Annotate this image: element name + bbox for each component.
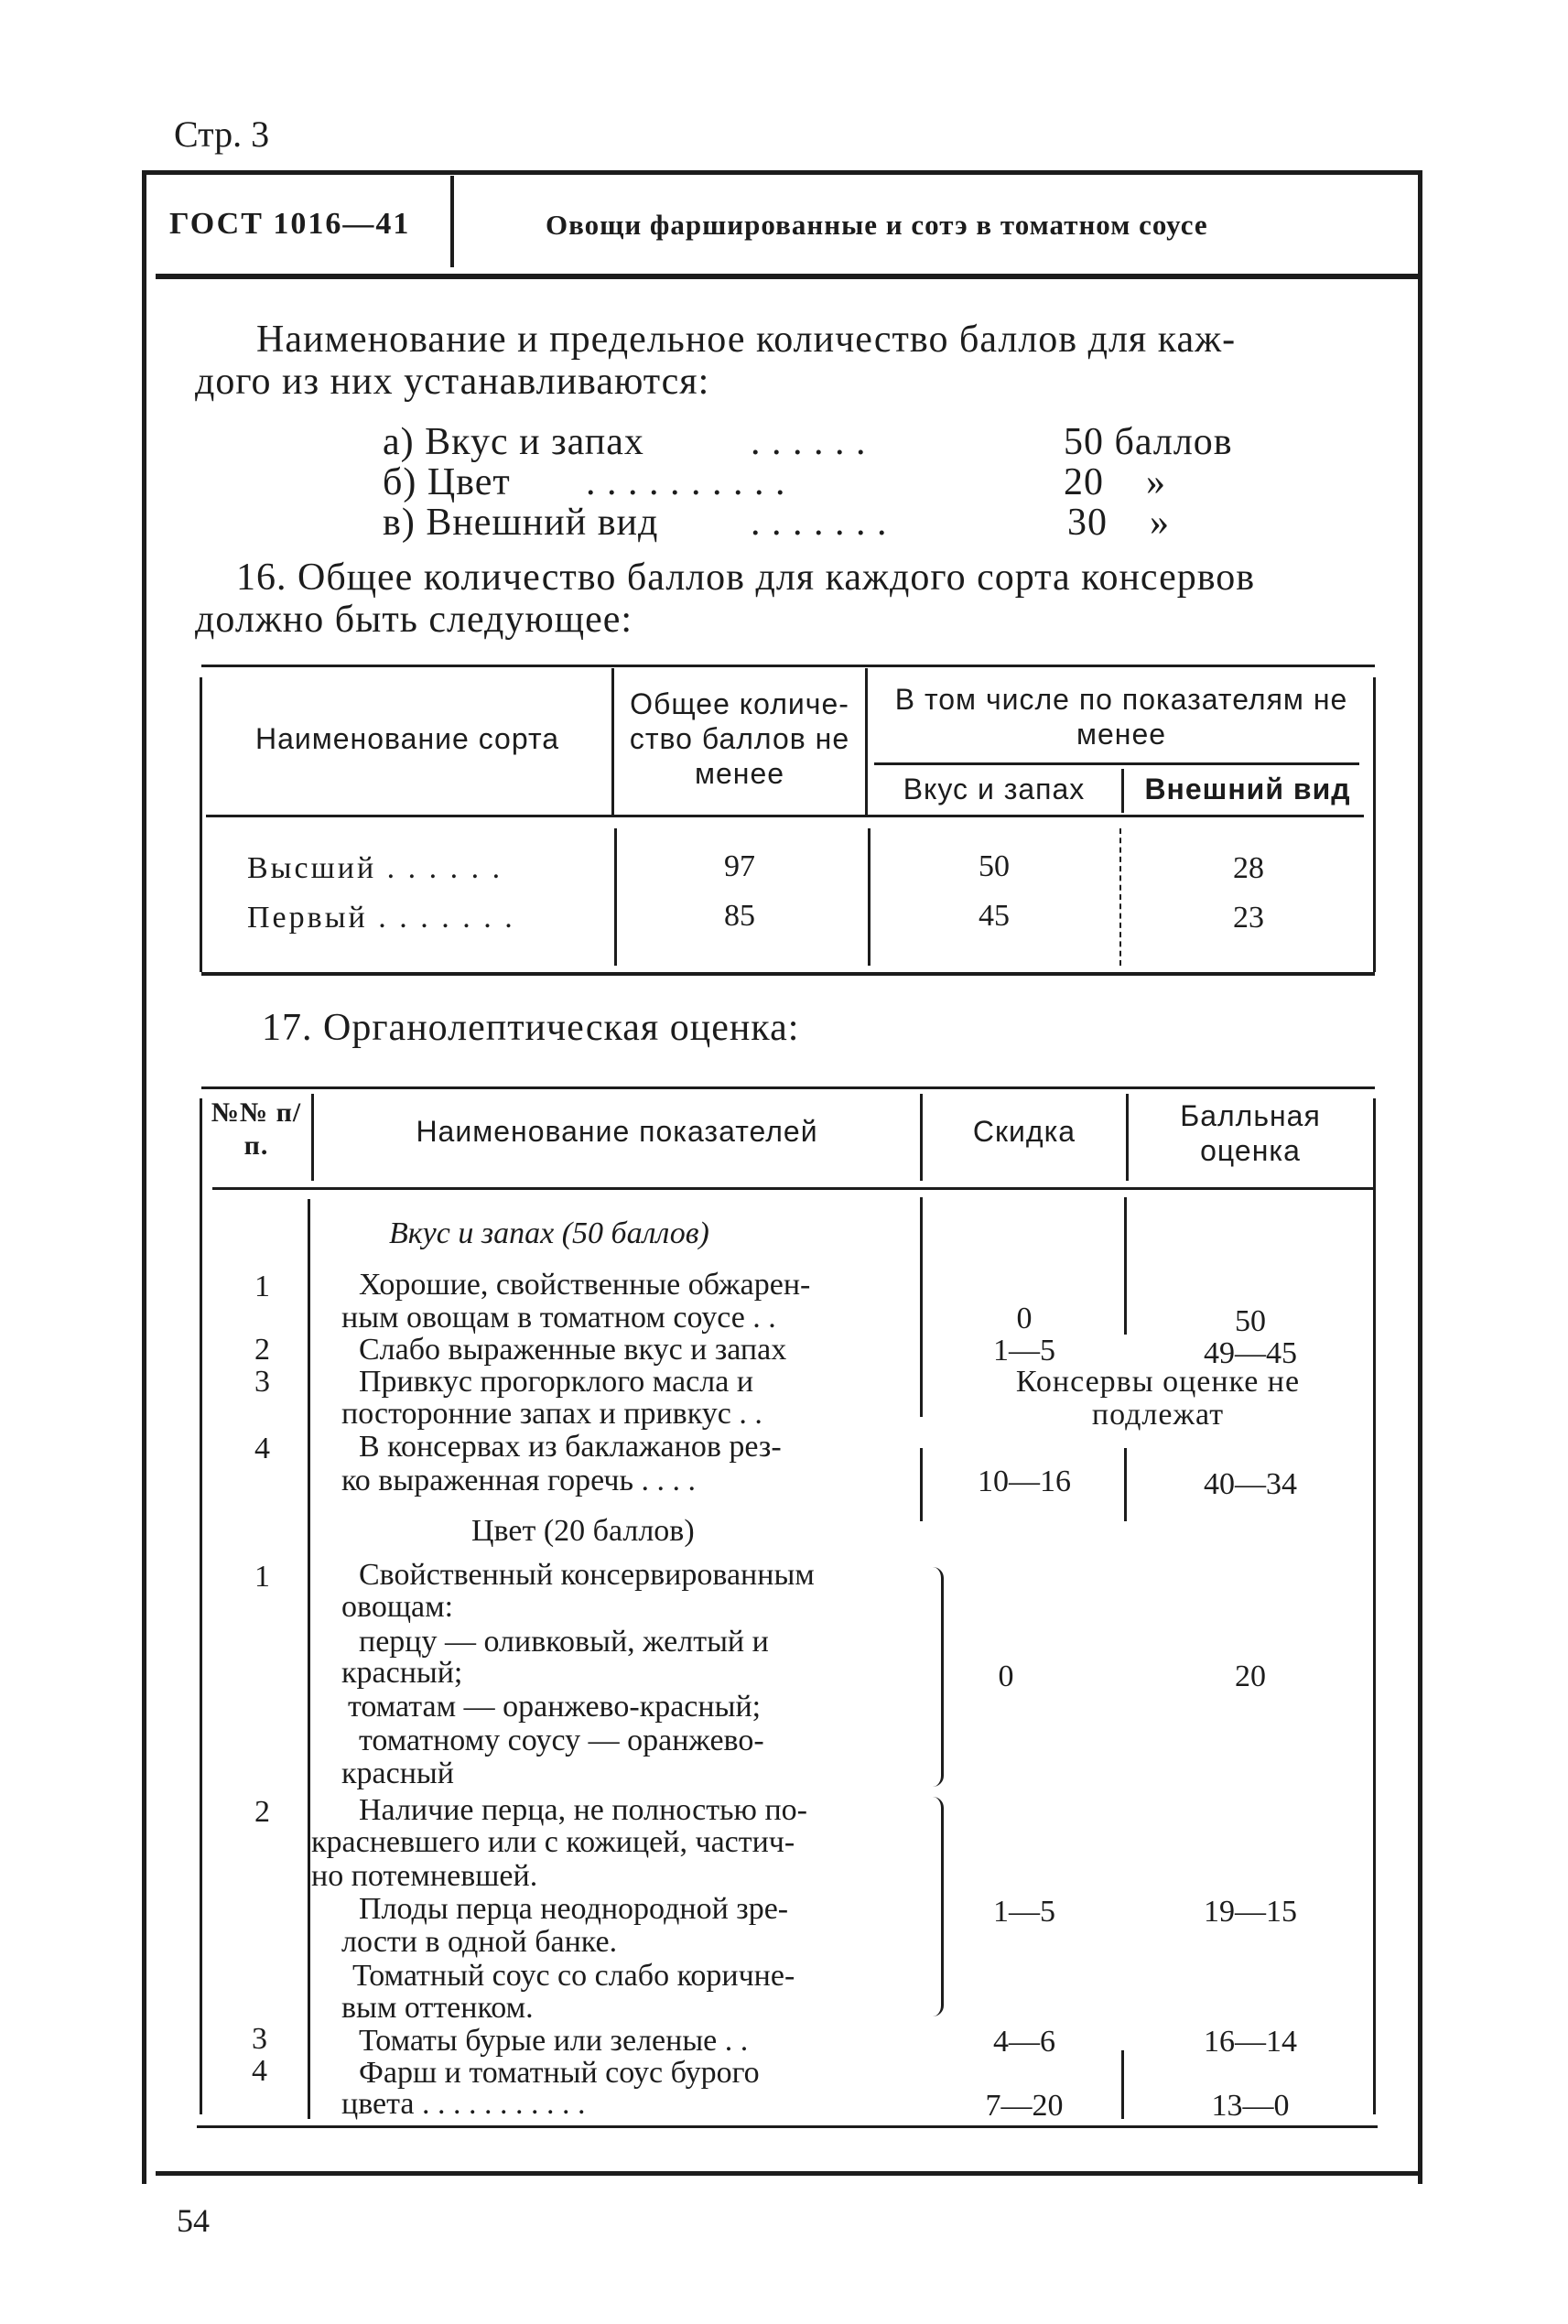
grades-header-taste: Вкус и запах — [903, 773, 1086, 805]
grades-header-appearance: Внешний вид — [1144, 773, 1351, 805]
row-text-line: томатам — оранжево-красный; — [348, 1690, 762, 1724]
organoleptic-col-divider-1 — [311, 1094, 314, 1181]
criterion-taste-value: 50 баллов — [1064, 421, 1233, 463]
organoleptic-header-rule — [212, 1187, 1375, 1190]
row-text-line: Наличие перца, не полностью по- — [359, 1793, 807, 1827]
row-num: 1 — [254, 1270, 270, 1303]
row-num: 4 — [254, 1432, 270, 1465]
row-score: 16—14 — [1204, 2025, 1297, 2059]
row-text-line: ным овощам в томатном соусе . . — [341, 1301, 776, 1335]
criterion-appearance-value: 30 » — [1067, 502, 1170, 544]
row-text-line: В консервах из баклажанов рез- — [359, 1430, 782, 1464]
grades-header-group: В том числе по показателям не менее — [894, 683, 1348, 751]
intro-line-2: дого из них устанавливаются: — [195, 361, 710, 403]
row-discount: 4—6 — [993, 2025, 1055, 2059]
row-text-line: томатному соусу — оранжево- — [359, 1724, 764, 1757]
page-number: 54 — [177, 2202, 210, 2239]
row-text-line: вым оттенком. — [341, 1991, 534, 2025]
organoleptic-col-divider-2b — [920, 1197, 923, 1417]
section-16-line-2: должно быть следующее: — [195, 599, 633, 641]
row-text-line: красневшего или с кожицей, частич- — [311, 1825, 795, 1859]
group-taste-title: Вкус и запах (50 баллов) — [389, 1216, 709, 1250]
row-text-line: ко выраженная горечь . . . . — [341, 1464, 696, 1497]
grades-table-subheader-rule — [874, 762, 1359, 765]
row-text-line: Фарш и томатный соус бурого — [359, 2056, 760, 2090]
row-discount: 10—16 — [978, 1465, 1071, 1498]
row-text-line: Привкус прогорклого масла и — [359, 1365, 754, 1399]
frame-bottom-rule — [156, 2171, 1422, 2176]
row-discount: 1—5 — [993, 1895, 1055, 1929]
row-discount: 1—5 — [993, 1334, 1055, 1367]
row-text-line: Хорошие, свойственные обжарен- — [359, 1268, 811, 1302]
grades-table-col-divider-3b — [1119, 828, 1123, 966]
row-text-line: Плоды перца неоднородной зре- — [359, 1892, 789, 1926]
row-score: 13—0 — [1211, 2089, 1290, 2123]
organoleptic-col-divider-3b — [1124, 1197, 1127, 1335]
grade-row-name: Первый . . . . . . . — [247, 901, 515, 935]
grade-row-appearance: 23 — [1233, 901, 1264, 935]
organoleptic-header-num: №№ п/п. — [211, 1097, 302, 1161]
grade-row-appearance: 28 — [1233, 851, 1264, 885]
organoleptic-col-divider-2 — [920, 1094, 923, 1181]
row-text-line: Томатный соус со слабо коричне- — [352, 1959, 795, 1993]
grades-table-top-rule — [201, 665, 1375, 667]
organoleptic-col-divider-3 — [1126, 1094, 1129, 1181]
grades-table-col-divider-2 — [865, 668, 868, 815]
row-text-line: посторонние запах и привкус . . — [341, 1397, 762, 1431]
row-text-line: лости в одной банке. — [341, 1925, 618, 1959]
row-score: 49—45 — [1204, 1336, 1297, 1370]
organoleptic-col-divider-2c — [920, 1448, 923, 1521]
organoleptic-col-divider-3c — [1124, 1448, 1127, 1521]
header-top-rule — [142, 170, 1422, 175]
row-text-line: Томаты бурые или зеленые . . — [359, 2024, 749, 2058]
row-score: 40—34 — [1204, 1467, 1297, 1501]
grade-row-total: 85 — [724, 899, 755, 933]
grades-table-right-border — [1373, 677, 1376, 972]
section-16-line-1: 16. Общее количество баллов для каждого сорта консервов — [236, 557, 1256, 599]
organoleptic-header-name: Наименование показателей — [416, 1115, 818, 1148]
row-text-line: но потемневшей. — [311, 1859, 538, 1893]
row-num: 4 — [252, 2054, 267, 2088]
row-text-line: Слабо выраженные вкус и запах — [359, 1333, 787, 1367]
row-text-line: красный — [341, 1757, 454, 1790]
criterion-color-dots: . . . . . . . . . . — [586, 461, 786, 503]
organoleptic-top-rule — [201, 1086, 1375, 1089]
organoleptic-header-score: Балльная оценка — [1180, 1099, 1321, 1167]
row-text-line: овощам: — [341, 1590, 454, 1624]
grades-header-name: Наименование сорта — [254, 722, 560, 755]
group-color-title: Цвет (20 баллов) — [471, 1514, 695, 1548]
row-discount: 0 — [998, 1659, 1014, 1693]
grades-table-header-rule — [206, 815, 1364, 817]
row-num: 3 — [254, 1365, 270, 1399]
organoleptic-header-discount: Скидка — [972, 1115, 1076, 1148]
criterion-appearance-dots: . . . . . . . — [751, 502, 888, 544]
frame-right — [1418, 170, 1422, 2184]
grade-row-total: 97 — [724, 849, 755, 883]
document-title: Овощи фаршированные и сотэ в томатном соусе — [546, 209, 1208, 241]
standard-number: ГОСТ 1016—41 — [169, 207, 411, 241]
row-text-line: красный; — [341, 1656, 463, 1690]
criterion-appearance-label: в) Внешний вид — [383, 502, 659, 544]
row-score: 20 — [1235, 1659, 1266, 1693]
criterion-taste-dots: . . . . . . — [751, 421, 867, 463]
row-score: 50 — [1235, 1304, 1266, 1338]
grades-header-total: Общее количе-ство баллов не менее — [629, 687, 850, 790]
organoleptic-left-border — [200, 1098, 202, 2114]
intro-line-1: Наименование и предельное количество баллов для каж- — [256, 319, 1237, 361]
row-text-line: Свойственный консервированным — [359, 1558, 815, 1592]
row-num: 1 — [254, 1560, 270, 1594]
grades-table-bottom-rule — [201, 972, 1375, 976]
row-num: 2 — [254, 1333, 270, 1367]
row-text-line: перцу — оливковый, желтый и — [359, 1625, 769, 1659]
criterion-taste-label: а) Вкус и запах — [383, 421, 644, 463]
organoleptic-right-border — [1373, 1098, 1376, 2114]
criterion-color-label: б) Цвет — [383, 461, 511, 503]
row-score: 19—15 — [1204, 1895, 1297, 1929]
criterion-color-value: 20 » — [1064, 461, 1166, 503]
section-17-title: 17. Органолептическая оценка: — [262, 1007, 800, 1049]
row-discount: 0 — [1016, 1302, 1033, 1335]
grade-row-name: Высший . . . . . . — [247, 851, 503, 885]
grade-row-taste: 45 — [979, 899, 1010, 933]
row-num: 2 — [254, 1795, 270, 1829]
header-bottom-rule — [156, 274, 1422, 279]
row-text-line: цвета . . . . . . . . . . . — [341, 2087, 586, 2121]
grade-row-taste: 50 — [979, 849, 1010, 883]
grades-table-col-divider-1 — [611, 668, 614, 815]
organoleptic-bottom-rule — [197, 2125, 1378, 2128]
row-not-subject-note: Консервы оценке не подлежат — [1015, 1365, 1301, 1432]
organoleptic-col-divider-1b — [308, 1199, 310, 2119]
page-label: Стр. 3 — [174, 113, 270, 155]
header-divider — [450, 176, 454, 267]
frame-left — [142, 170, 146, 2184]
row-discount: 7—20 — [985, 2089, 1064, 2123]
row-num: 3 — [252, 2022, 267, 2056]
grades-table-left-border — [200, 677, 202, 972]
